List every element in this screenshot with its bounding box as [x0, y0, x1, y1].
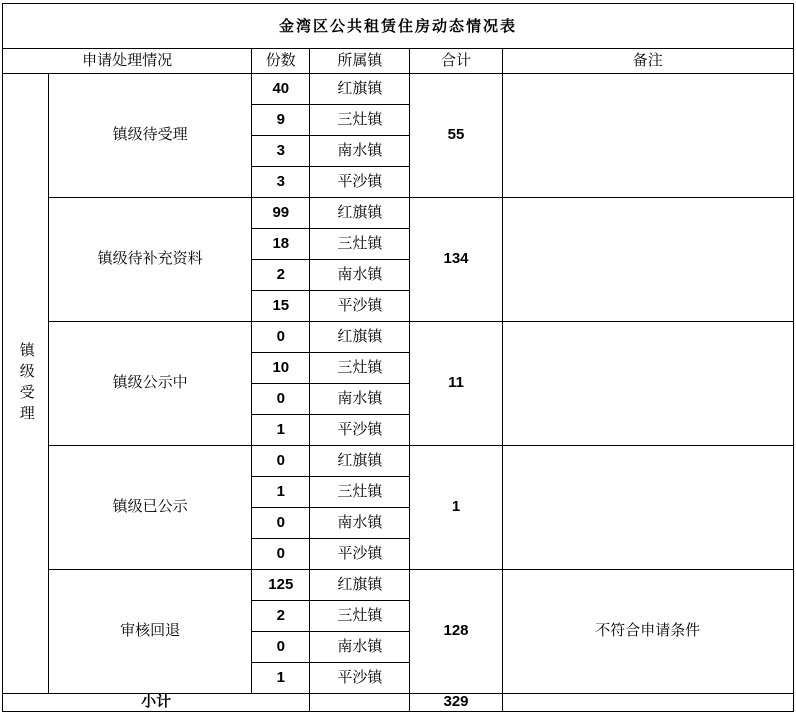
count-value: 2 [252, 260, 310, 291]
section-remark [502, 322, 793, 446]
stage-label: 镇级待补充资料 [49, 198, 252, 322]
town-value: 南水镇 [310, 136, 410, 167]
count-value: 0 [252, 322, 310, 353]
section-remark [502, 74, 793, 198]
stage-label: 镇级公示中 [49, 322, 252, 446]
table-title-row [3, 4, 794, 49]
count-value: 9 [252, 105, 310, 136]
stage-label: 审核回退 [49, 570, 252, 694]
town-value: 平沙镇 [310, 291, 410, 322]
town-value: 三灶镇 [310, 229, 410, 260]
table-header-row [3, 49, 794, 74]
town-value: 南水镇 [310, 384, 410, 415]
page-title: 金湾区公共租赁住房动态情况表 [3, 4, 794, 49]
town-value: 红旗镇 [310, 198, 410, 229]
housing-status-table [2, 3, 794, 712]
section-remark [502, 446, 793, 570]
town-value: 平沙镇 [310, 415, 410, 446]
town-value: 平沙镇 [310, 167, 410, 198]
section-remark: 不符合申请条件 [502, 570, 793, 694]
count-value: 1 [252, 663, 310, 694]
town-value: 红旗镇 [310, 446, 410, 477]
count-value: 0 [252, 384, 310, 415]
section-total: 1 [410, 446, 502, 570]
town-value: 红旗镇 [310, 570, 410, 601]
subtotal-row [3, 694, 794, 712]
stage-label: 镇级待受理 [49, 74, 252, 198]
header-remark: 备注 [502, 49, 793, 74]
count-value: 3 [252, 167, 310, 198]
subtotal-remark [502, 694, 793, 712]
town-value: 平沙镇 [310, 539, 410, 570]
town-value: 三灶镇 [310, 477, 410, 508]
count-value: 125 [252, 570, 310, 601]
count-value: 0 [252, 446, 310, 477]
town-value: 三灶镇 [310, 353, 410, 384]
count-value: 15 [252, 291, 310, 322]
header-total: 合计 [410, 49, 502, 74]
section-total: 11 [410, 322, 502, 446]
town-value: 红旗镇 [310, 74, 410, 105]
count-value: 1 [252, 415, 310, 446]
town-value: 南水镇 [310, 632, 410, 663]
count-value: 40 [252, 74, 310, 105]
table-row [3, 322, 794, 353]
town-value: 南水镇 [310, 260, 410, 291]
town-value: 平沙镇 [310, 663, 410, 694]
subtotal-spacer [310, 694, 410, 712]
town-value: 三灶镇 [310, 601, 410, 632]
subtotal-label: 小计 [3, 694, 310, 712]
count-value: 10 [252, 353, 310, 384]
count-value: 99 [252, 198, 310, 229]
section-remark [502, 198, 793, 322]
count-value: 2 [252, 601, 310, 632]
stage-label: 镇级已公示 [49, 446, 252, 570]
group-label-town-level: 镇级受理 [3, 74, 49, 694]
section-total: 55 [410, 74, 502, 198]
count-value: 0 [252, 508, 310, 539]
header-process: 申请处理情况 [3, 49, 252, 74]
table-row [3, 74, 794, 105]
count-value: 0 [252, 632, 310, 663]
town-value: 南水镇 [310, 508, 410, 539]
count-value: 0 [252, 539, 310, 570]
subtotal-value: 329 [410, 694, 502, 712]
header-town: 所属镇 [310, 49, 410, 74]
table-row [3, 570, 794, 601]
count-value: 18 [252, 229, 310, 260]
section-total: 134 [410, 198, 502, 322]
count-value: 1 [252, 477, 310, 508]
count-value: 3 [252, 136, 310, 167]
town-value: 三灶镇 [310, 105, 410, 136]
header-count: 份数 [252, 49, 310, 74]
table-row [3, 198, 794, 229]
spreadsheet-sheet [0, 3, 796, 710]
town-value: 红旗镇 [310, 322, 410, 353]
section-total: 128 [410, 570, 502, 694]
table-row [3, 446, 794, 477]
